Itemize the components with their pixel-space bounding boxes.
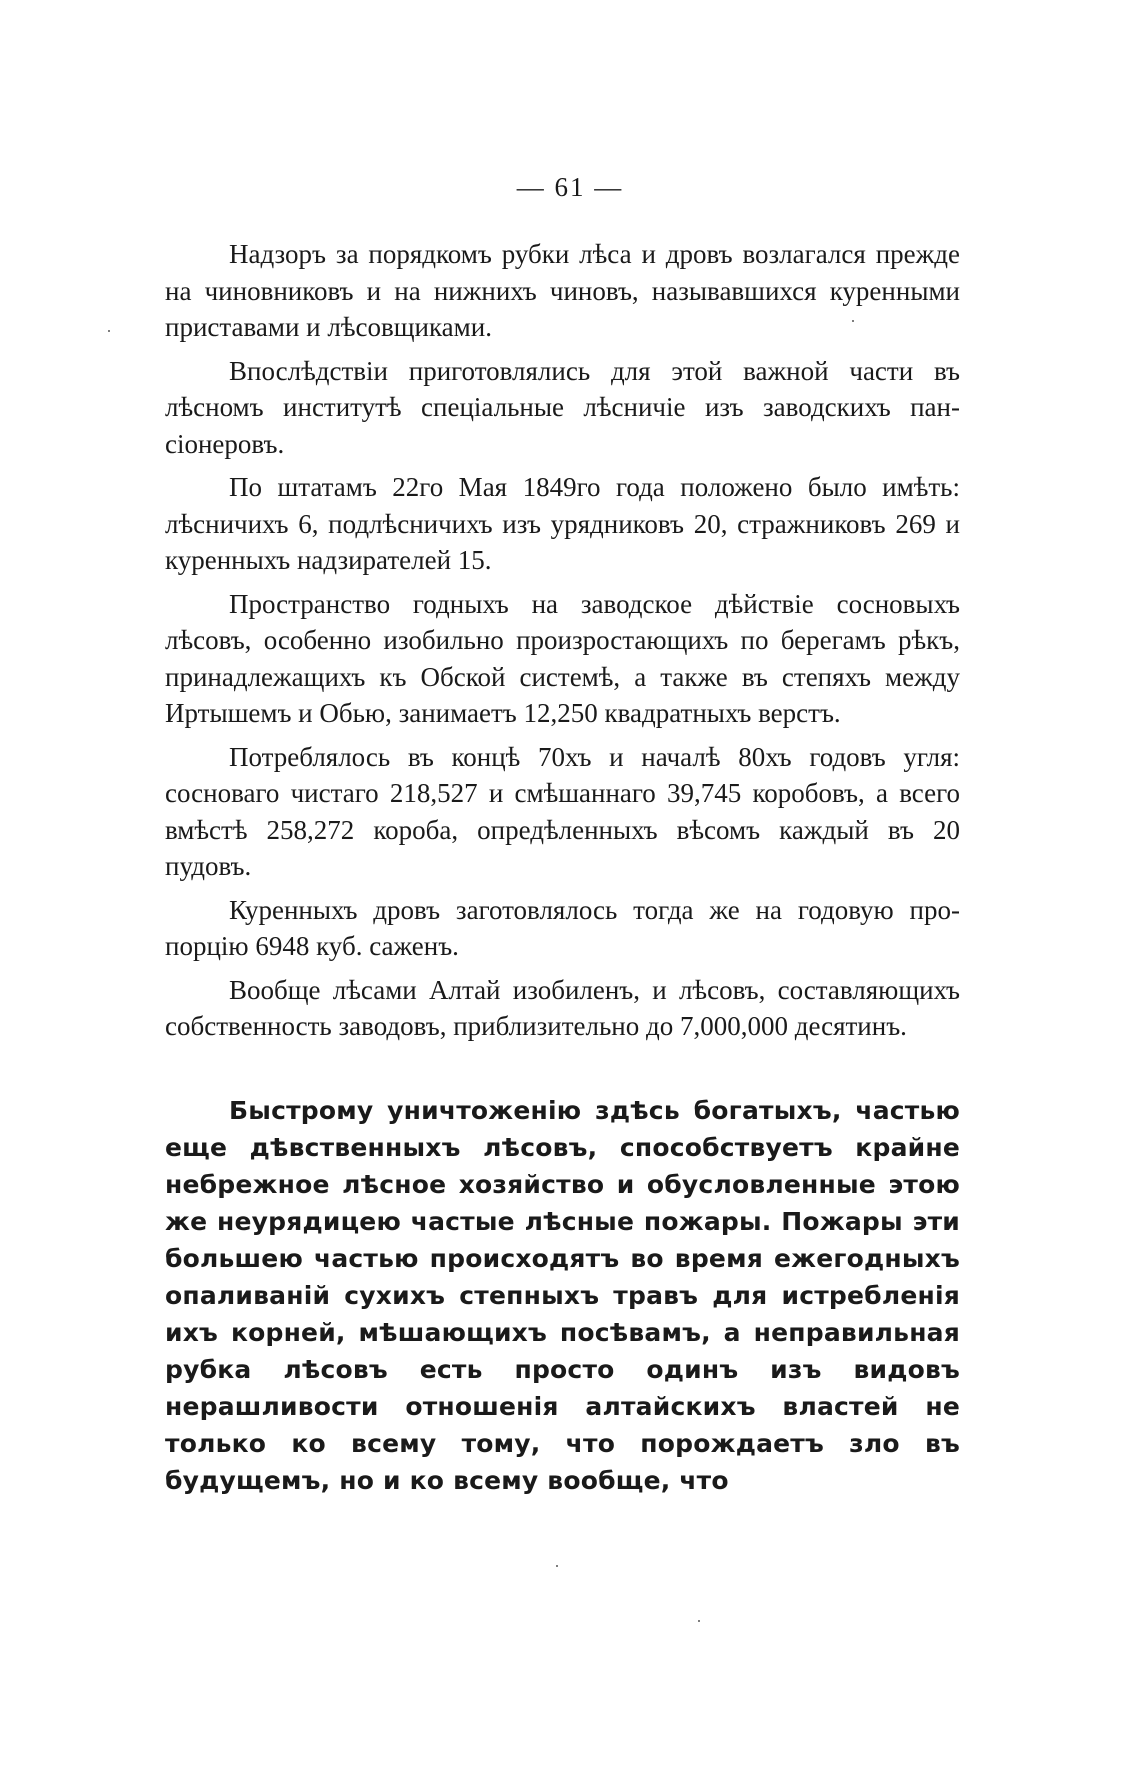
paragraph-forest-destruction: Быстрому уничтоженію здѣсь богатыхъ, частью еще дѣвственныхъ лѣсовъ, способствуетъ крайне небрежное лѣсное хозяйство и обусловленные этою же неурядицею частые лѣсные пожары. Пожары эти большею частью происходятъ во время ежегодныхъ опаливаній сухихъ степныхъ травъ для истребленія ихъ корней, мѣшающихъ посѣвамъ, а неправильная рубка лѣсовъ есть просто одинъ изъ видовъ нерашливости отношенія алтайскихъ властей не только ко всему тому, что порождаетъ зло въ будущемъ, но и ко всему вообще, что	[165, 1096, 960, 1495]
paragraph-forest-area: Пространство годныхъ на заводское дѣйствіе сосновыхъ лѣсовъ, особенно изобильно произростающихъ по берегамъ рѣкъ, принадлежащихъ къ Обской системѣ, а также въ степяхъ между Иртышемъ и Обью, занимаетъ 12,250 квадратныхъ верстъ.	[165, 588, 960, 728]
paragraph-coal-consumption: Потреблялось въ концѣ 70хъ и началѣ 80хъ годовъ угля: сосноваго чистаго 218,527 и смѣшаннаго 39,745 коробовъ, а всего вмѣстѣ 258,272 короба, опредѣленныхъ вѣсомъ каждый въ 20 пудовъ.	[165, 741, 960, 881]
paragraph-firewood: Куренныхъ дровъ заготовлялось тогда же на годовую пропорцію 6948 куб. саженъ.	[165, 894, 960, 961]
scan-speck	[852, 320, 854, 322]
scan-speck	[556, 1565, 558, 1567]
scan-speck	[698, 1620, 700, 1622]
scan-speck	[108, 330, 110, 332]
paragraph-foresters-training: Впослѣдствіи приготовлялись для этой важной части въ лѣсномъ институтѣ спеціальные лѣсничіе изъ заводскихъ пансіонеровъ.	[165, 355, 960, 459]
paragraph-staff-1849: По штатамъ 22го Мая 1849го года положено было имѣть: лѣсничихъ 6, подлѣсничихъ изъ урядниковъ 20, стражниковъ 269 и куренныхъ надзирателей 15.	[165, 472, 960, 575]
page-number: — 61 —	[516, 172, 624, 202]
body-text	[165, 236, 960, 1052]
bold-text	[165, 1092, 960, 1506]
paragraph-supervision: Надзоръ за порядкомъ рубки лѣса и дровъ возлагался прежде на чиновниковъ и на нижнихъ чиновъ, называвшихся куренными приставами и лѣсовщиками.	[165, 239, 960, 342]
paragraph-altai-forests: Вообще лѣсами Алтай изобиленъ, и лѣсовъ, составляющихъ собственность заводовъ, приблизительно до 7,000,000 десятинъ.	[165, 974, 960, 1041]
